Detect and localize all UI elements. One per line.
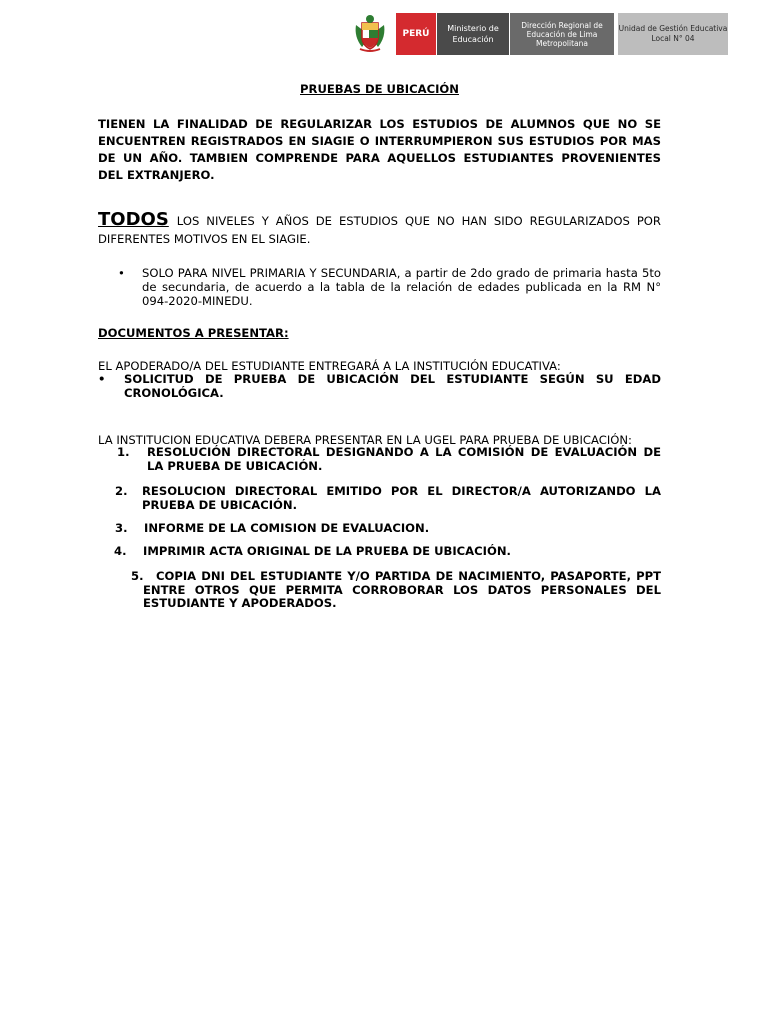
document-title: PRUEBAS DE UBICACIÓN (300, 82, 459, 96)
ugel-brand-box (618, 13, 728, 55)
peru-brand-box (396, 13, 436, 55)
minedu-label: Ministerio de Educación (447, 24, 499, 44)
todos-paragraph (98, 211, 661, 248)
requirement-text: INFORME DE LA COMISION DE EVALUACION. (144, 521, 430, 535)
guardian-bullet-item (98, 372, 661, 400)
institution-text: LA INSTITUCION EDUCATIVA DEBERA PRESENTAR EN LA UGEL PARA PRUEBA DE UBICACIÓN: (98, 433, 632, 447)
level-bullet-text: SOLO PARA NIVEL PRIMARIA Y SECUNDARIA, a partir de 2do grado de primaria hasta 5to de secundaria, de acuerdo a la tabla de la relación de edades publicada en la RM N° 094-2020-MINEDU. (142, 266, 661, 308)
guardian-text: EL APODERADO/A DEL ESTUDIANTE ENTREGARÁ A LA INSTITUCIÓN EDUCATIVA: (98, 359, 561, 373)
ugel-label: Unidad de Gestión Educativa Local N° 04 (618, 24, 728, 43)
requirement-number: 2. (115, 484, 128, 498)
requirement-text: COPIA DNI DEL ESTUDIANTE Y/O PARTIDA DE NACIMIENTO, PASAPORTE, PPT ENTRE OTROS QUE PERMITA CORROBORAR LOS DATOS PERSONALES DEL ESTUDIANTE Y APODERADOS. (143, 569, 661, 610)
guardian-bullet-text: SOLICITUD DE PRUEBA DE UBICACIÓN DEL ESTUDIANTE SEGÚN SU EDAD CRONOLÓGICA. (124, 372, 661, 400)
bullet-symbol: • (98, 372, 106, 386)
requirement-number: 5. (131, 569, 144, 583)
level-bullet-item (118, 266, 661, 308)
peru-label: PERÚ (402, 28, 430, 39)
todos-rest: LOS NIVELES Y AÑOS DE ESTUDIOS QUE NO HAN SIDO REGULARIZADOS POR DIFERENTES MOTIVOS EN EL SIAGIE. (98, 214, 661, 246)
header-logos (352, 13, 728, 55)
bullet-symbol: • (118, 266, 125, 280)
drelm-label: Dirección Regional de Educación de Lima Metropolitana (521, 20, 603, 48)
requirement-item-1 (117, 446, 661, 473)
requirement-text: RESOLUCIÓN DIRECTORAL DESIGNANDO A LA COMISIÓN DE EVALUACIÓN DE LA PRUEBA DE UBICACIÓN. (147, 445, 661, 473)
requirement-text: IMPRIMIR ACTA ORIGINAL DE LA PRUEBA DE UBICACIÓN. (143, 544, 511, 558)
requirement-number: 1. (117, 445, 130, 459)
requirement-number: 4. (114, 544, 127, 558)
requirement-number: 3. (115, 521, 128, 535)
peru-coat-of-arms-icon (352, 13, 388, 53)
intro-paragraph: TIENEN LA FINALIDAD DE REGULARIZAR LOS ESTUDIOS DE ALUMNOS QUE NO SE ENCUENTREN REGISTRADOS EN SIAGIE O INTERRUMPIERON SUS ESTUDIOS POR MAS DE UN AÑO. TAMBIEN COMPRENDE PARA AQUELLOS ESTUDIANTES PROVENIENTES DEL EXTRANJERO. (98, 117, 661, 182)
drelm-brand-box (509, 13, 614, 55)
requirement-item-3 (115, 522, 661, 536)
minedu-brand-box (436, 13, 509, 55)
requirement-item-4 (114, 545, 661, 559)
requirement-text: RESOLUCION DIRECTORAL EMITIDO POR EL DIRECTOR/A AUTORIZANDO LA PRUEBA DE UBICACIÓN. (142, 484, 661, 512)
documents-heading: DOCUMENTOS A PRESENTAR: (98, 326, 289, 340)
requirement-item-5 (131, 570, 661, 611)
todos-lead: TODOS (98, 209, 169, 230)
requirement-item-2 (115, 485, 661, 512)
